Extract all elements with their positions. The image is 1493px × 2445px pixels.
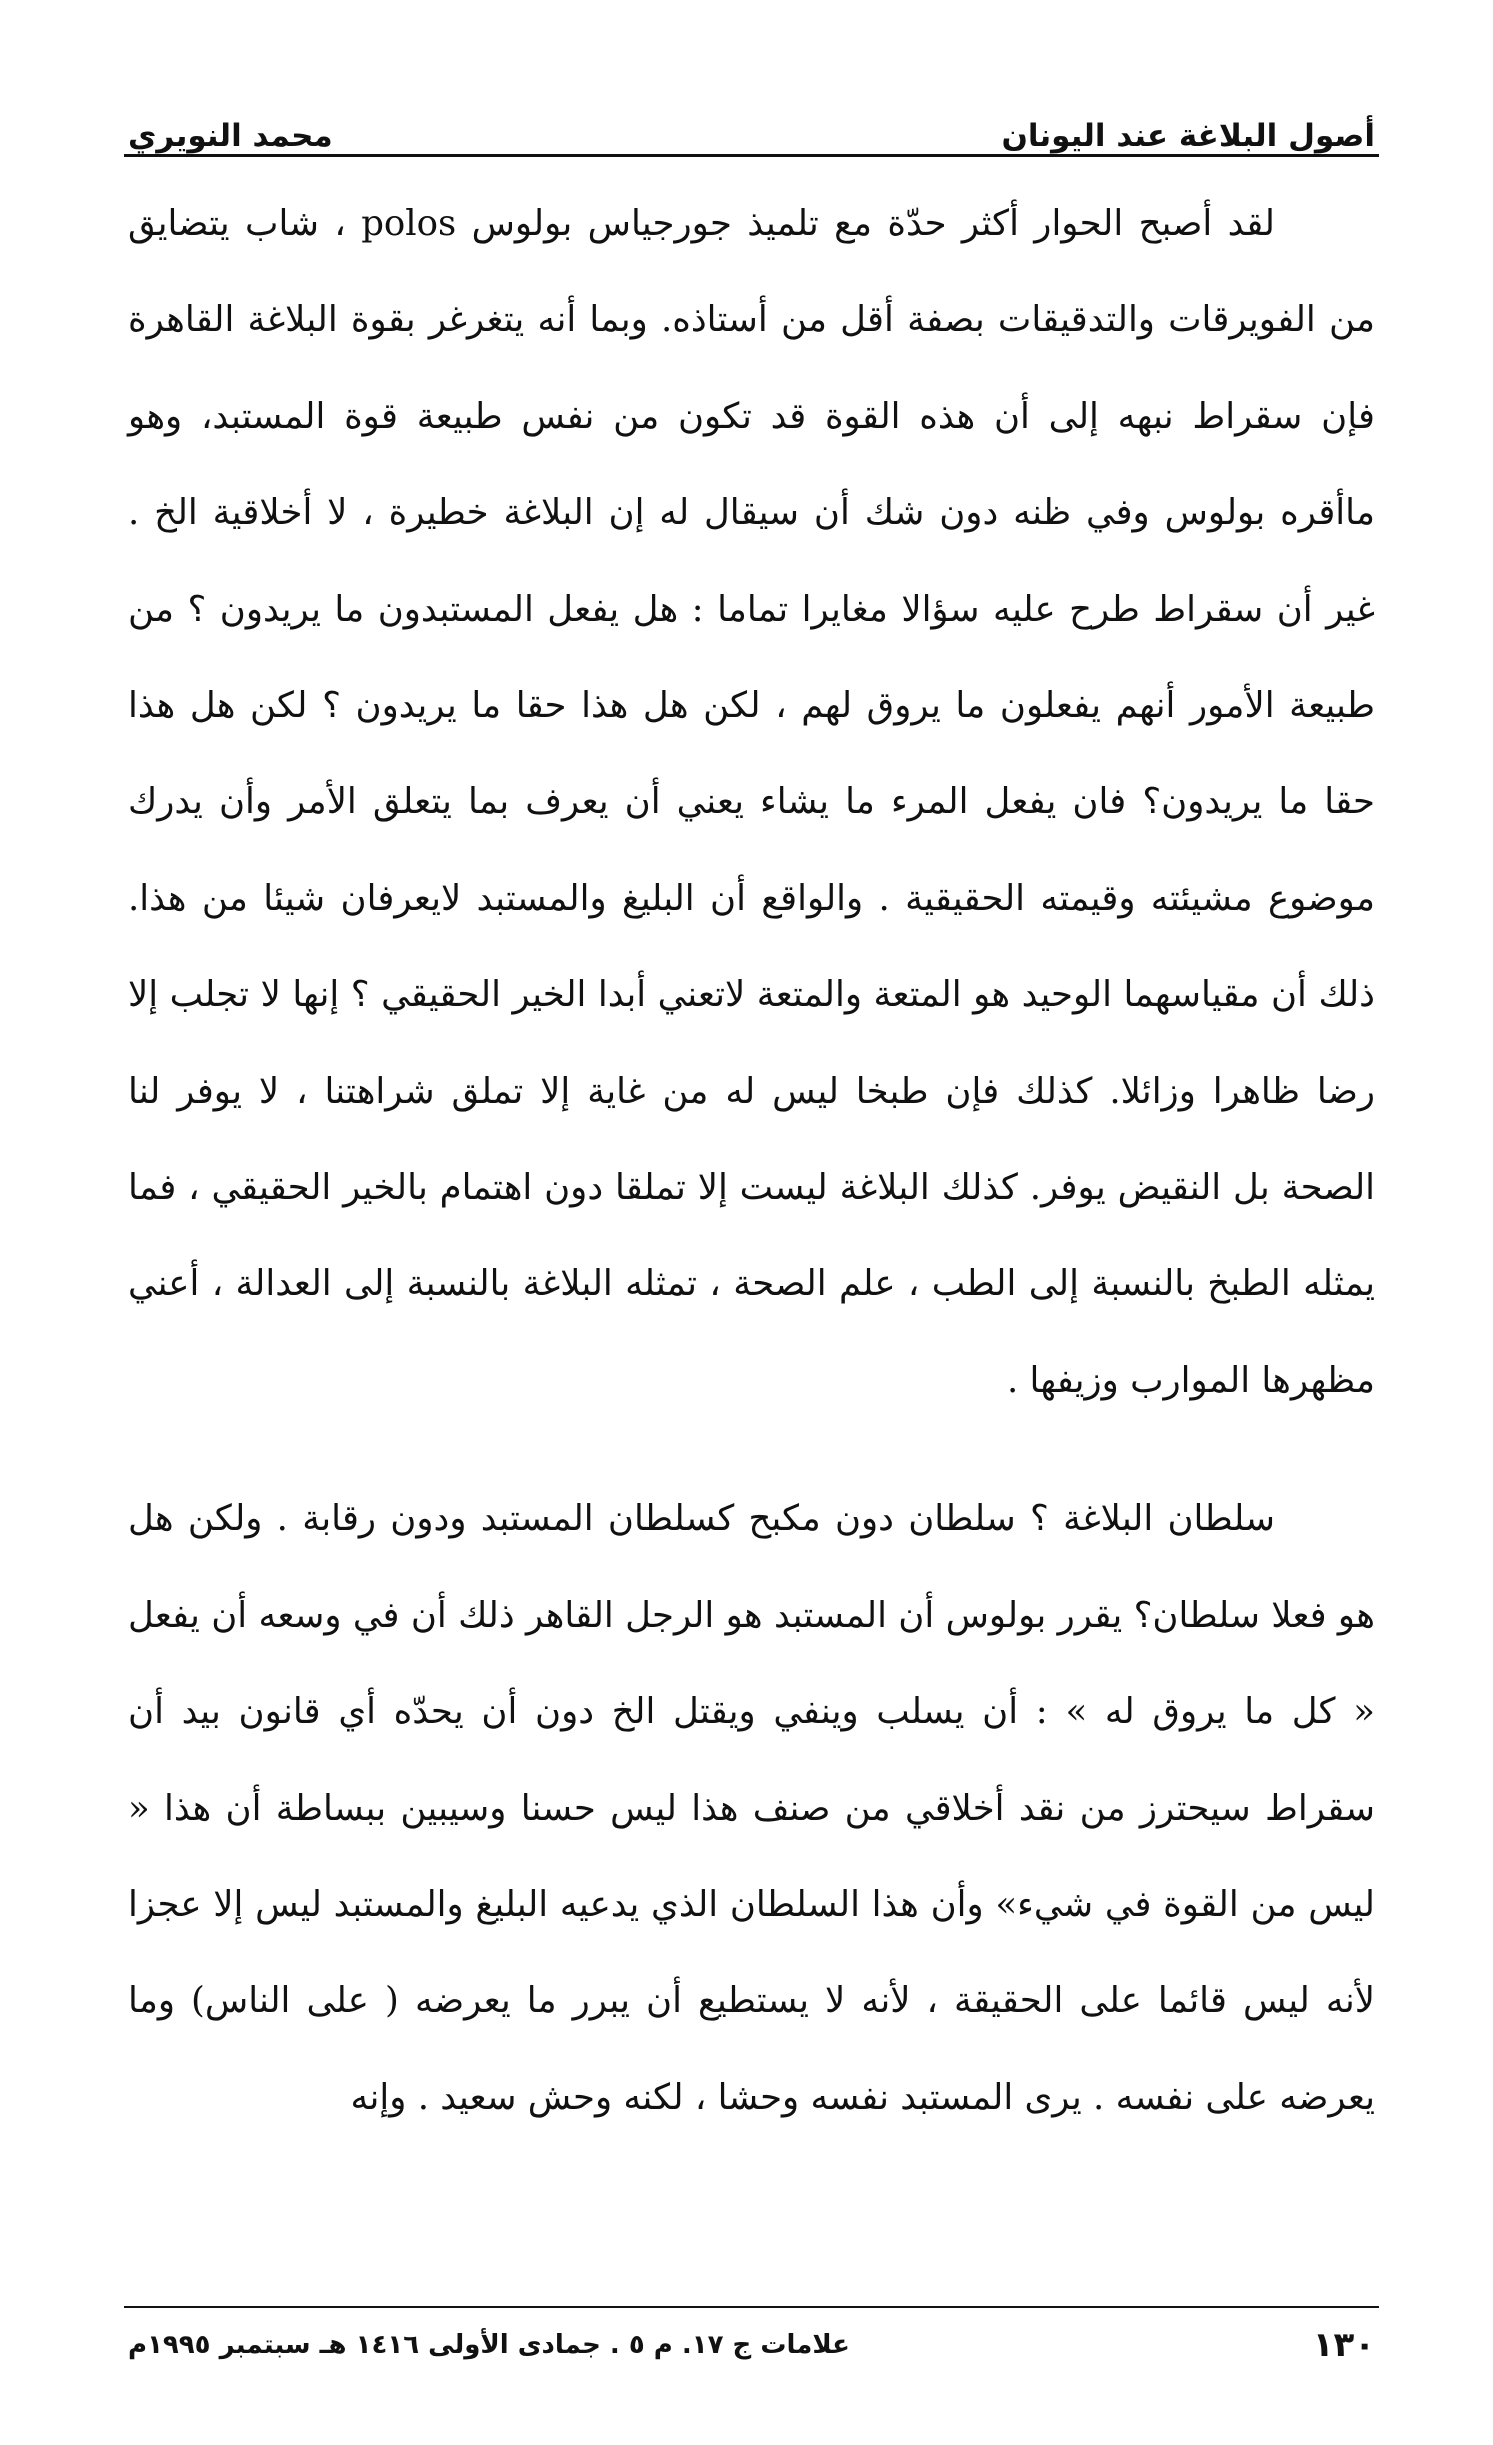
author-name: محمد النويري xyxy=(128,118,333,154)
running-head xyxy=(128,92,1375,152)
page-number: ١٣٠ xyxy=(1312,2325,1375,2365)
header-rule xyxy=(124,154,1379,157)
journal-reference: علامات ج ١٧. م ٥ . جمادى الأولى ١٤١٦ هـ سبتمبر ١٩٩٥م xyxy=(128,2330,850,2360)
paragraph-2: سلطان البلاغة ؟ سلطان دون مكبح كسلطان المستبد ودون رقابة . ولكن هل هو فعلا سلطان؟ يقرر بولوس أن المستبد هو الرجل القاهر ذلك أن في وسعه أن يفعل « كل ما يروق له » : أن يسلب وينفي ويقتل الخ دون أن يحدّه أي قانون بيد أن سقراط سيحترز من نقد أخلاقي من صنف هذا ليس حسنا وسيبين ببساطة أن هذا « ليس من القوة في شيء» وأن هذا السلطان الذي يدعيه البليغ والمستبد ليس إلا عجزا لأنه ليس قائما على الحقيقة ، لأنه لا يستطيع أن يبرر ما يعرضه ( على الناس) وما يعرضه على نفسه . يرى المستبد نفسه وحشا ، لكنه وحش سعيد . وإنه xyxy=(128,1498,1376,2118)
footer-rule xyxy=(124,2306,1379,2308)
body-text xyxy=(128,176,1375,2146)
paragraph-1: لقد أصبح الحوار أكثر حدّة مع تلميذ جورجياس بولوس polos ، شاب يتضايق من الفويرقات والتدقيقات بصفة أقل من أستاذه. وبما أنه يتغرغر بقوة البلاغة القاهرة فإن سقراط نبهه إلى أن هذه القوة قد تكون من نفس طبيعة قوة المستبد، وهو ماأقره بولوس وفي ظنه دون شك أن سيقال له إن البلاغة خطيرة ، لا أخلاقية الخ . غير أن سقراط طرح عليه سؤالا مغايرا تماما : هل يفعل المستبدون ما يريدون ؟ من طبيعة الأمور أنهم يفعلون ما يروق لهم ، لكن هل هذا حقا ما يريدون ؟ لكن هل هذا حقا ما يريدون؟ فان يفعل المرء ما يشاء يعني أن يعرف بما يتعلق الأمر وأن يدرك موضوع مشيئته وقيمته الحقيقية . والواقع أن البليغ والمستبد لايعرفان شيئا من هذا. ذلك أن مقياسهما الوحيد هو المتعة والمتعة لاتعني أبدا الخير الحقيقي ؟ إنها لا تجلب إلا رضا ظاهرا وزائلا. كذلك فإن طبخا ليس له من غاية إلا تملق شراهتنا ، لا يوفر لنا الصحة بل النقيض يوفر. كذلك البلاغة ليست إلا تملقا دون اهتمام بالخير الحقيقي ، فما يمثله الطبخ بالنسبة إلى الطب ، علم الصحة ، تمثله البلاغة بالنسبة إلى العدالة ، أعني مظهرها الموارب وزيفها . xyxy=(128,203,1375,1401)
page-footer xyxy=(128,2320,1375,2370)
book-title: أصول البلاغة عند اليونان xyxy=(1001,118,1375,154)
